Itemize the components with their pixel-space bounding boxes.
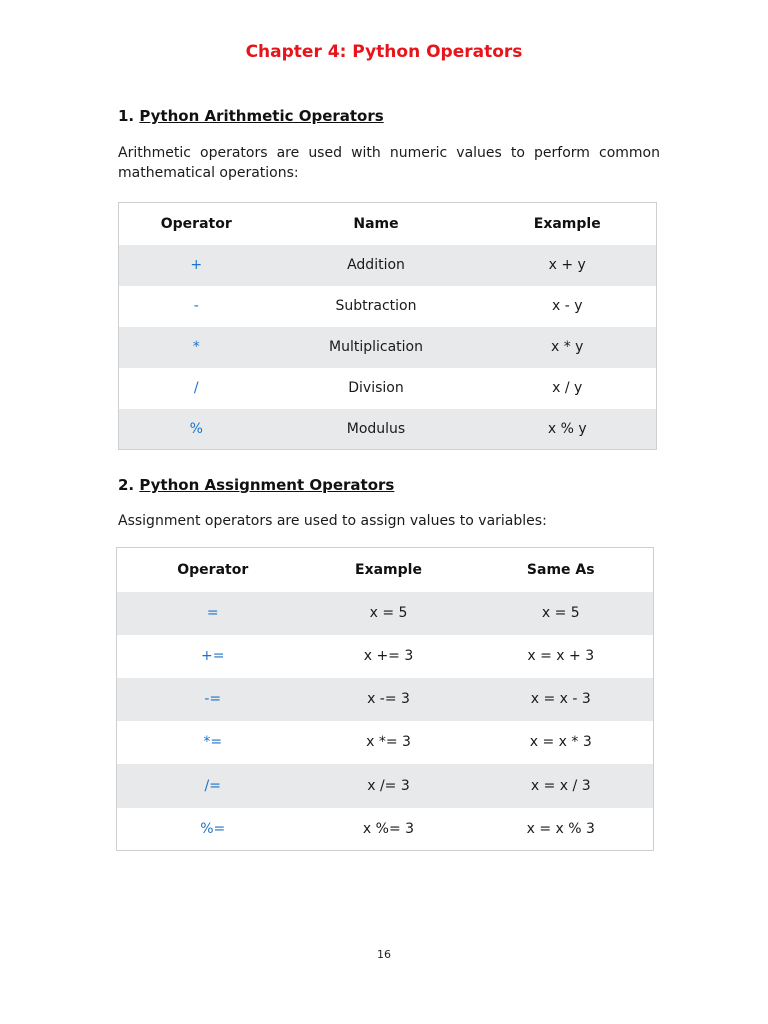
name-cell: Modulus xyxy=(274,409,479,450)
same-as-cell: x = 5 xyxy=(469,592,654,635)
example-cell: x * y xyxy=(479,327,657,368)
example-cell: x + y xyxy=(479,245,657,286)
table-row xyxy=(117,808,654,851)
example-cell: x %= 3 xyxy=(362,820,415,837)
operator-cell: *= xyxy=(203,734,223,750)
section-title: Python Assignment Operators xyxy=(139,476,395,494)
table-row xyxy=(119,245,657,286)
column-header: Operator xyxy=(119,203,274,245)
chapter-title: Chapter 4: Python Operators xyxy=(245,42,523,62)
table-row xyxy=(119,368,657,409)
name-cell: Addition xyxy=(274,245,479,286)
operator-cell: / xyxy=(193,380,199,396)
operator-cell: + xyxy=(119,245,274,286)
column-header: Example xyxy=(309,548,469,592)
name-cell: Subtraction xyxy=(335,298,417,314)
table-row xyxy=(119,327,657,368)
column-header: Example xyxy=(479,203,657,245)
column-header: Same As xyxy=(469,548,654,592)
table-row xyxy=(119,286,657,327)
assignment-operators-table xyxy=(116,547,654,851)
arithmetic-operators-table xyxy=(118,202,657,450)
example-cell: x % y xyxy=(479,409,657,450)
table-header-row xyxy=(119,203,657,245)
example-cell: x += 3 xyxy=(363,648,414,664)
operator-cell: * xyxy=(119,327,274,368)
operator-cell: - xyxy=(193,298,199,314)
section-description: Assignment operators are used to assign values to variables: xyxy=(118,513,547,529)
table-header-row xyxy=(117,548,654,592)
operator-cell: = xyxy=(117,592,309,635)
table-row xyxy=(117,592,654,635)
name-cell: Multiplication xyxy=(274,327,479,368)
table-row xyxy=(117,635,654,678)
example-cell: x - y xyxy=(551,298,583,314)
same-as-cell: x = x * 3 xyxy=(529,734,592,750)
operator-cell: %= xyxy=(200,820,226,837)
name-cell: Division xyxy=(348,380,404,396)
example-cell: x -= 3 xyxy=(309,678,469,721)
same-as-cell: x = x - 3 xyxy=(469,678,654,721)
example-cell: x / y xyxy=(552,380,583,396)
operator-cell: % xyxy=(119,409,274,450)
table-row xyxy=(117,764,654,808)
section-title: Python Arithmetic Operators xyxy=(139,107,384,125)
table-row xyxy=(117,678,654,721)
section-number: 2. xyxy=(118,476,135,494)
operator-cell: /= xyxy=(117,764,309,808)
same-as-cell: x = x % 3 xyxy=(526,820,595,837)
operator-cell: += xyxy=(201,648,225,664)
section-description: Arithmetic operators are used with numeric values to perform common mathematical operations: xyxy=(118,145,660,181)
section-heading-arithmetic xyxy=(118,107,384,125)
section-number: 1. xyxy=(118,107,135,125)
example-cell: x *= 3 xyxy=(366,734,411,750)
operator-cell: -= xyxy=(117,678,309,721)
example-cell: x /= 3 xyxy=(309,764,469,808)
page-number: 16 xyxy=(377,948,391,961)
section-heading-assignment xyxy=(118,476,394,494)
table-row xyxy=(117,721,654,764)
column-header: Name xyxy=(274,203,479,245)
same-as-cell: x = x + 3 xyxy=(527,648,595,664)
example-cell: x = 5 xyxy=(309,592,469,635)
same-as-cell: x = x / 3 xyxy=(469,764,654,808)
table-row xyxy=(119,409,657,450)
column-header: Operator xyxy=(117,548,309,592)
